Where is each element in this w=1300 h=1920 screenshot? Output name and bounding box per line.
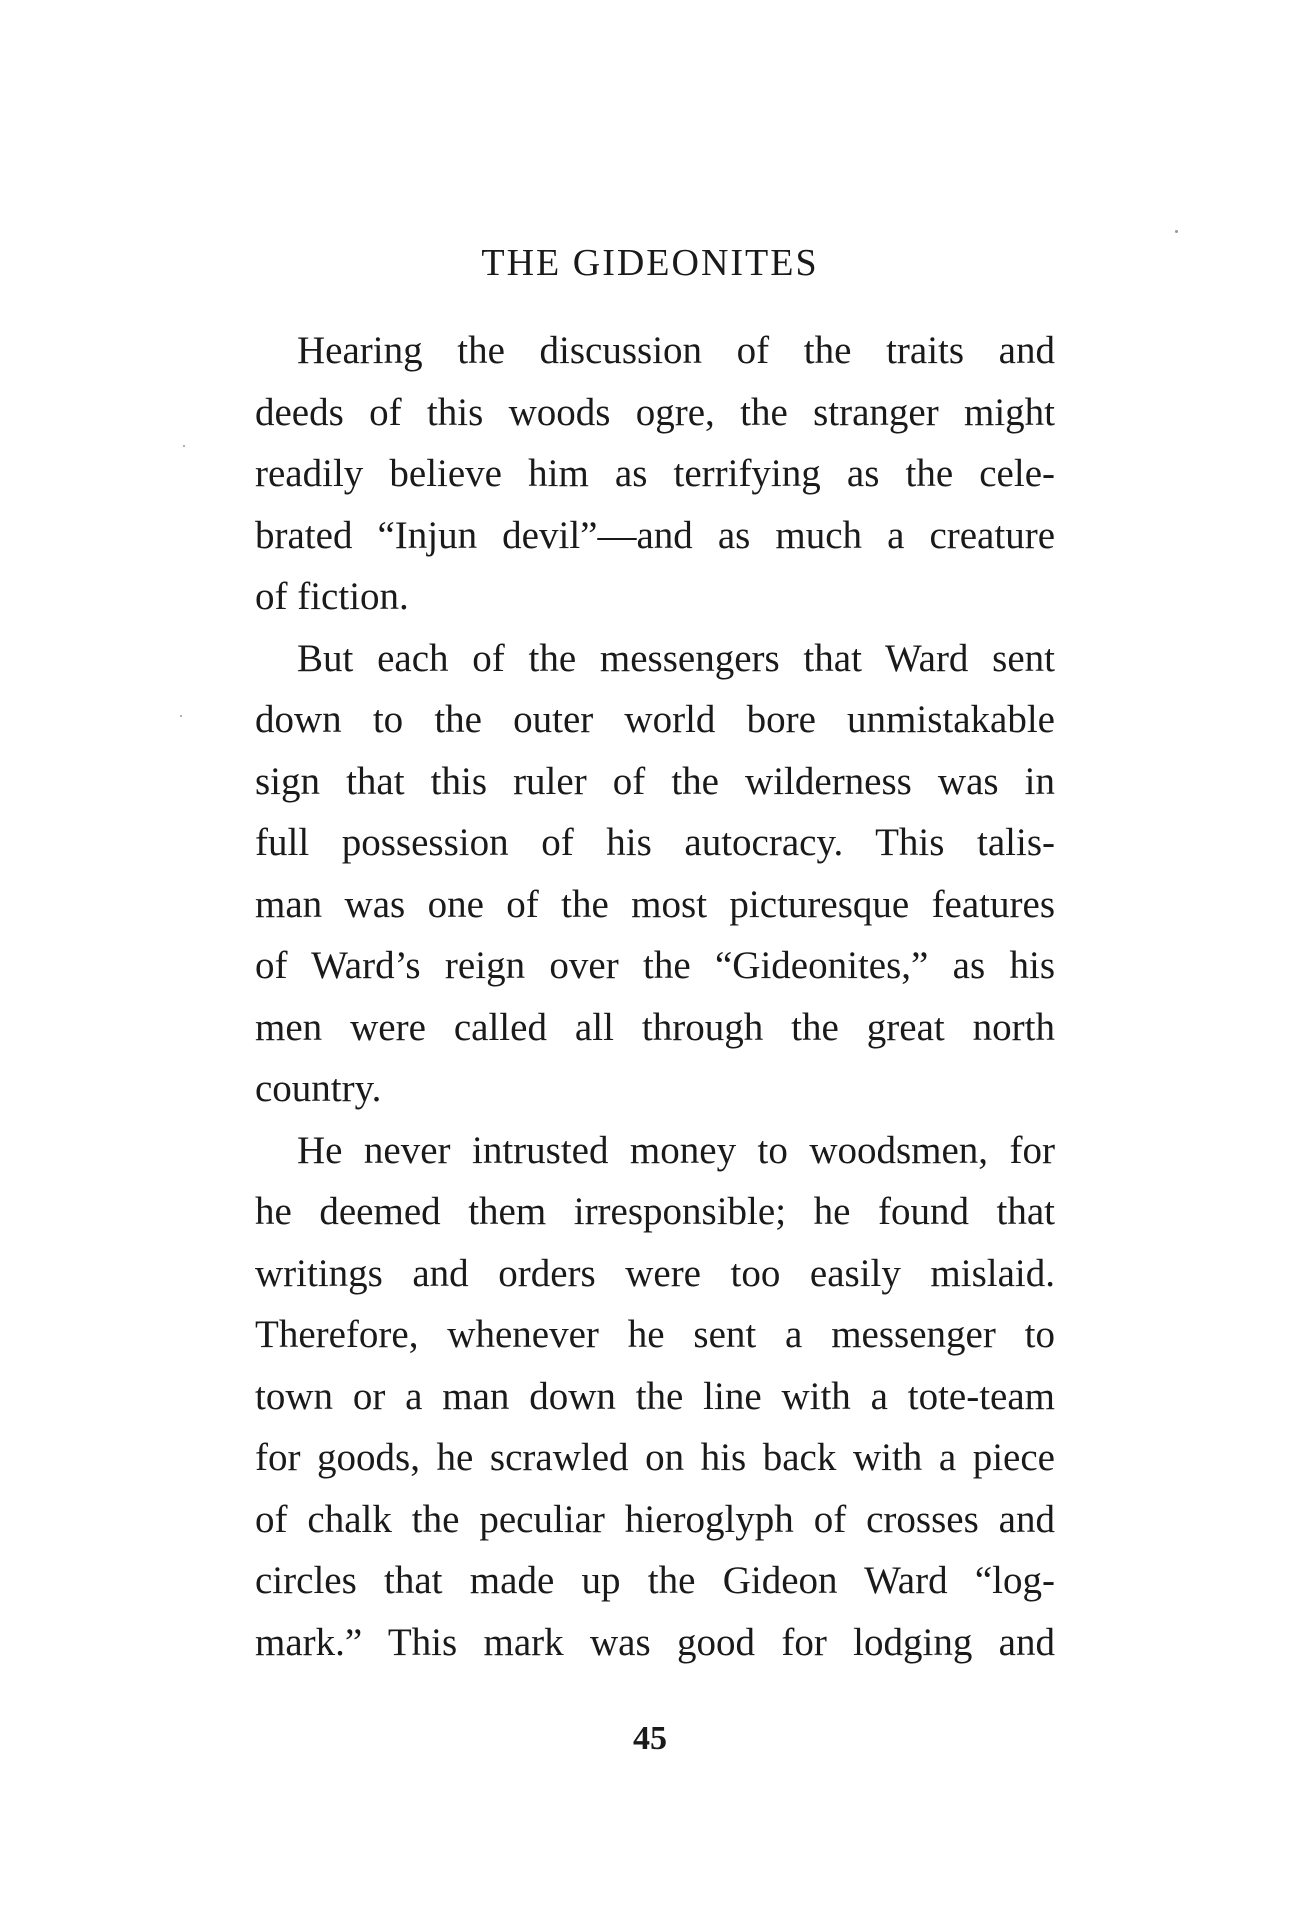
text-line: town or a man down the line with a tote-team: [255, 1374, 1055, 1418]
text-line: writings and orders were too easily mislaid.: [255, 1251, 1055, 1295]
text-line: mark.” This mark was good for lodging and: [255, 1620, 1055, 1664]
running-head: THE GIDEONITES: [481, 242, 819, 284]
text-line: full possession of his autocracy. This talis-: [255, 821, 1055, 864]
text-line: he deemed them irresponsible; he found that: [255, 1190, 1055, 1233]
text-line: of chalk the peculiar hieroglyph of crosses and: [255, 1497, 1055, 1541]
text-line: man was one of the most picturesque features: [255, 882, 1055, 926]
text-line: brated “Injun devil”—and as much a creature: [255, 513, 1055, 557]
text-line: country.: [255, 1067, 382, 1110]
paragraph-3: [255, 1120, 1055, 1674]
text-line: sign that this ruler of the wilderness was in: [255, 759, 1055, 803]
text-line: He never intrusted money to woodsmen, for: [297, 1128, 1055, 1172]
text-line: But each of the messengers that Ward sent: [297, 636, 1055, 680]
paper-speck: [183, 445, 185, 447]
text-line: Therefore, whenever he sent a messenger to: [255, 1313, 1055, 1356]
body-text: [255, 320, 1055, 1673]
text-line: of Ward’s reign over the “Gideonites,” as his: [255, 944, 1055, 987]
paper-speck: [180, 715, 182, 717]
text-line: circles that made up the Gideon Ward “log-: [255, 1559, 1055, 1602]
text-line: down to the outer world bore unmistakable: [255, 698, 1055, 741]
paper-speck: [1175, 230, 1178, 233]
text-line: Hearing the discussion of the traits and: [297, 329, 1055, 372]
page-number: 45: [633, 1720, 667, 1757]
text-line: deeds of this woods ogre, the stranger might: [255, 390, 1055, 434]
text-line: men were called all through the great north: [255, 1005, 1055, 1049]
text-line: readily believe him as terrifying as the cele-: [255, 452, 1055, 495]
text-line: for goods, he scrawled on his back with a piece: [255, 1436, 1055, 1479]
paragraph-1: [255, 320, 1055, 628]
text-line: of fiction.: [255, 575, 409, 618]
paragraph-2: [255, 628, 1055, 1120]
